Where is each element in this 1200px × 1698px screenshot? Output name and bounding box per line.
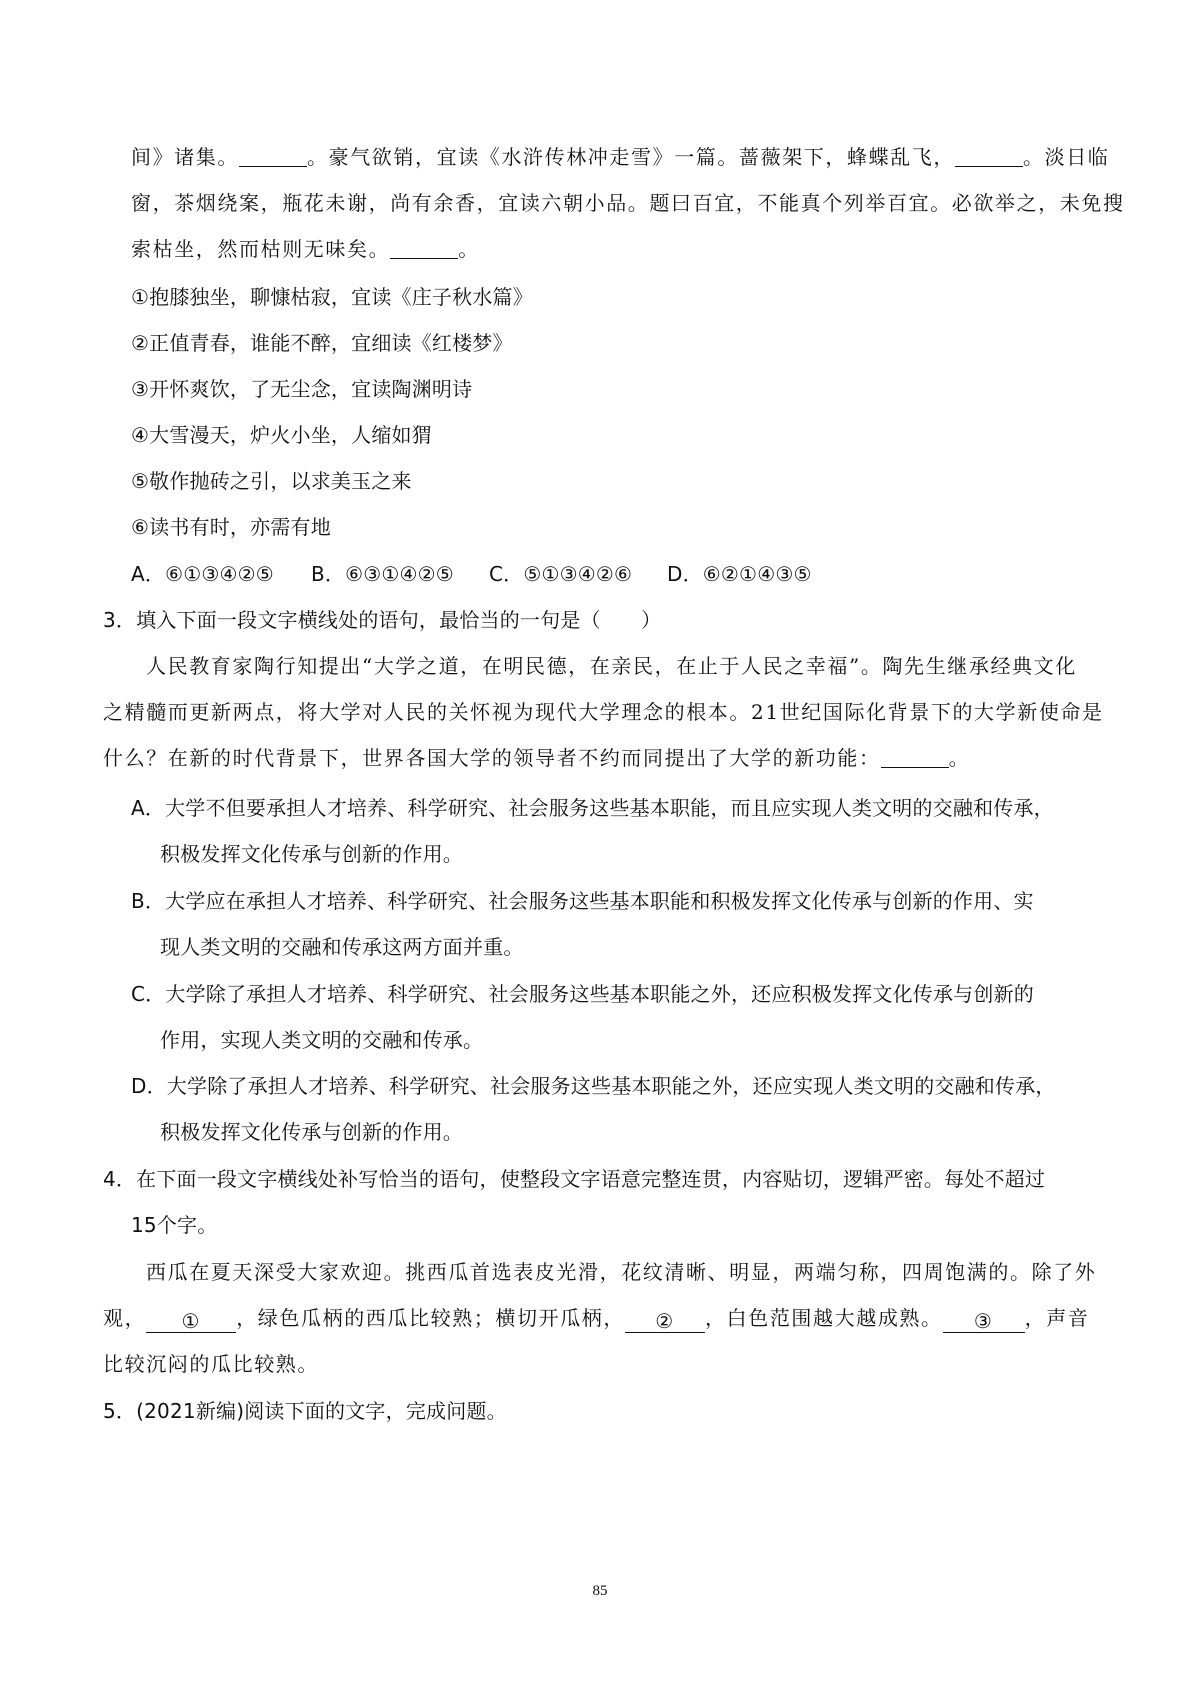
passage-text: 。淡日临 (1023, 145, 1110, 169)
answer-blank (881, 745, 949, 768)
passage-text: 索枯坐，然而枯则无味矣。 (131, 237, 391, 261)
question-stem-continued: 15个字。 (131, 1213, 218, 1237)
option-b-continued: 现人类文明的交融和传承这两方面并重。 (160, 935, 524, 959)
option-c[interactable]: C．⑤①③④②⑥ (489, 562, 633, 586)
answer-blank-2[interactable]: ② (625, 1310, 705, 1333)
passage-line (131, 143, 1109, 171)
passage-text: ，绿色瓜柄的西瓜比较熟；横切开瓜柄， (236, 1306, 626, 1330)
sentence-item: ①抱膝独坐，聊慷枯寂，宜读《庄子秋水篇》 (131, 285, 533, 309)
passage-line: 西瓜在夏天深受大家欢迎。挑西瓜首选表皮光滑，花纹清晰、明显，两端匀称，四周饱满的。除了外 (146, 1260, 1097, 1284)
passage-text: 什么？在新的时代背景下，世界各国大学的领导者不约而同提出了大学的新功能： (103, 746, 881, 770)
option-c-continued: 作用，实现人类文明的交融和传承。 (160, 1028, 484, 1052)
option-a[interactable]: A．⑥①③④②⑤ (131, 562, 274, 586)
passage-text: ，声音 (1024, 1306, 1090, 1330)
passage-line: 窗，茶烟绕案，瓶花未谢，尚有余香，宜读六朝小品。题曰百宜，不能真个列举百宜。必欲举之，未免搜 (131, 191, 1125, 215)
passage-text: 观， (103, 1306, 147, 1330)
passage-text: 。 (458, 237, 480, 261)
option-c[interactable]: C．大学除了承担人才培养、科学研究、社会服务这些基本职能之外，还应积极发挥文化传承与创新的 (131, 982, 1034, 1006)
option-b[interactable]: B．⑥③①④②⑤ (311, 562, 454, 586)
page-number: 85 (592, 1583, 608, 1599)
passage-line (103, 744, 970, 772)
passage-line: 比较沉闷的瓜比较熟。 (103, 1352, 319, 1376)
answer-blank-3[interactable]: ③ (943, 1310, 1025, 1333)
option-d[interactable]: D．大学除了承担人才培养、科学研究、社会服务这些基本职能之外，还应实现人类文明的交融和传承， (131, 1074, 1056, 1098)
option-d-continued: 积极发挥文化传承与创新的作用。 (160, 1120, 463, 1144)
option-a[interactable]: A．大学不但要承担人才培养、科学研究、社会服务这些基本职能，而且应实现人类文明的交融和传承， (131, 796, 1054, 820)
answer-blank (239, 144, 307, 167)
question-stem: 5．(2021新编)阅读下面的文字，完成问题。 (103, 1399, 507, 1423)
passage-text: ，白色范围越大越成熟。 (705, 1306, 943, 1330)
passage-text: 。 (948, 746, 971, 770)
option-d[interactable]: D．⑥②①④③⑤ (667, 562, 812, 586)
passage-line: 之精髓而更新两点，将大学对人民的关怀视为现代大学理念的根本。21世纪国际化背景下的大学新使命是 (103, 700, 1104, 724)
question-stem: 4．在下面一段文字横线处补写恰当的语句，使整段文字语意完整连贯，内容贴切，逻辑严密。每处不超过 (103, 1167, 1046, 1191)
sentence-item: ④大雪漫天，炉火小坐，人缩如猬 (131, 423, 432, 447)
sentence-item: ②正值青春，谁能不醉，宜细读《红楼梦》 (131, 331, 513, 355)
option-a-continued: 积极发挥文化传承与创新的作用。 (160, 842, 463, 866)
passage-line (103, 1304, 1089, 1333)
question-stem: 3．填入下面一段文字横线处的语句，最恰当的一句是（ ） (103, 608, 662, 632)
answer-blank-1[interactable]: ① (146, 1310, 236, 1333)
passage-text: 间》诸集。 (131, 145, 239, 169)
passage-text: 。豪气欲销，宜读《水浒传林冲走雪》一篇。蔷薇架下，蜂蝶乱飞， (307, 145, 955, 169)
option-b[interactable]: B．大学应在承担人才培养、科学研究、社会服务这些基本职能和积极发挥文化传承与创新的作用、实 (131, 889, 1034, 913)
answer-blank (390, 236, 458, 259)
sentence-item: ③开怀爽饮，了无尘念，宜读陶渊明诗 (131, 377, 473, 401)
passage-line (131, 235, 480, 263)
passage-line: 人民教育家陶行知提出“大学之道，在明民德，在亲民，在止于人民之幸福”。陶先生继承经典文化 (146, 654, 1077, 678)
sentence-item: ⑥读书有时，亦需有地 (131, 515, 331, 539)
answer-blank (955, 144, 1023, 167)
sentence-item: ⑤敬作抛砖之引，以求美玉之来 (131, 469, 412, 493)
